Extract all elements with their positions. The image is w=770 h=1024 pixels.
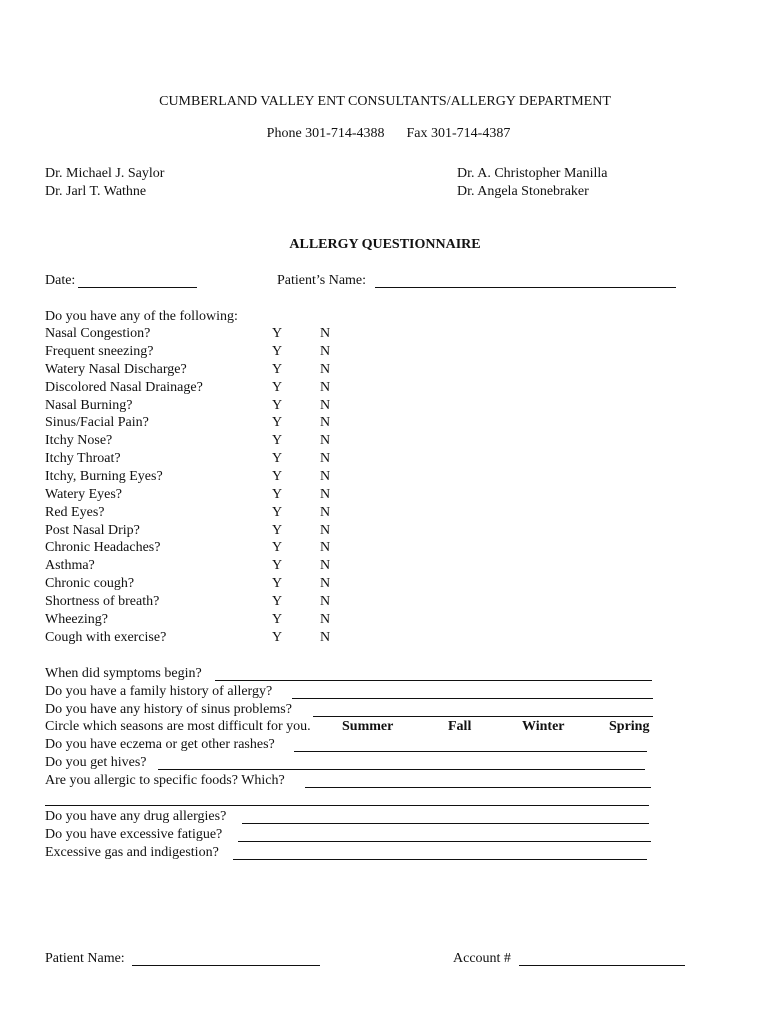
hives-field[interactable] [158,769,645,770]
symptom-question: Itchy, Burning Eyes? [45,469,163,484]
patient-name-field[interactable] [375,287,676,288]
eczema-field[interactable] [294,751,647,752]
fatigue-label: Do you have excessive fatigue? [45,827,223,842]
family-history-field[interactable] [292,698,653,699]
symptom-question: Chronic cough? [45,576,135,591]
yes-option[interactable]: Y [272,558,283,573]
season-summer[interactable]: Summer [342,719,394,734]
yes-option[interactable]: Y [272,540,283,555]
symptom-question: Chronic Headaches? [45,540,161,555]
foods-label: Are you allergic to specific foods? Which? [45,773,285,788]
yes-option[interactable]: Y [272,415,283,430]
yes-option[interactable]: Y [272,398,283,413]
yes-option[interactable]: Y [272,326,283,341]
symptom-question: Post Nasal Drip? [45,523,140,538]
foods-field-continued[interactable] [45,805,649,806]
no-option[interactable]: N [320,380,331,395]
footer-patient-name-label: Patient Name: [45,951,125,966]
footer-patient-name-field[interactable] [132,965,320,966]
sinus-history-label: Do you have any history of sinus problems? [45,702,292,717]
symptoms-begin-field[interactable] [215,680,652,681]
yes-option[interactable]: Y [272,451,283,466]
gas-label: Excessive gas and indigestion? [45,845,219,860]
yes-option[interactable]: Y [272,523,283,538]
season-spring[interactable]: Spring [609,719,650,734]
no-option[interactable]: N [320,415,331,430]
yes-option[interactable]: Y [272,344,283,359]
yes-option[interactable]: Y [272,576,283,591]
no-option[interactable]: N [320,523,331,538]
no-option[interactable]: N [320,469,331,484]
hives-label: Do you get hives? [45,755,147,770]
symptom-question: Itchy Nose? [45,433,113,448]
yes-option[interactable]: Y [272,380,283,395]
org-heading: CUMBERLAND VALLEY ENT CONSULTANTS/ALLERGY DEPARTMENT [159,94,611,109]
no-option[interactable]: N [320,576,331,591]
symptom-question: Discolored Nasal Drainage? [45,380,203,395]
phone-number: Phone 301-714-4388 [266,126,385,141]
symptom-question: Asthma? [45,558,95,573]
patient-name-label: Patient’s Name: [277,273,367,288]
symptoms-begin-label: When did symptoms begin? [45,666,202,681]
account-label: Account # [453,951,511,966]
account-field[interactable] [519,965,685,966]
contact-line [0,113,770,141]
symptoms-intro: Do you have any of the following: [45,309,238,324]
seasons-prompt: Circle which seasons are most difficult for you. [45,719,311,734]
no-option[interactable]: N [320,505,331,520]
yes-option[interactable]: Y [272,433,283,448]
date-label: Date: [45,273,76,288]
family-history-label: Do you have a family history of allergy? [45,684,273,699]
no-option[interactable]: N [320,326,331,341]
eczema-label: Do you have eczema or get other rashes? [45,737,275,752]
sinus-history-field[interactable] [313,716,653,717]
yes-option[interactable]: Y [272,469,283,484]
no-option[interactable]: N [320,344,331,359]
symptom-question: Shortness of breath? [45,594,160,609]
no-option[interactable]: N [320,630,331,645]
doctor-right-2: Dr. Angela Stonebraker [457,184,589,199]
symptom-question: Itchy Throat? [45,451,121,466]
symptom-question: Frequent sneezing? [45,344,154,359]
yes-option[interactable]: Y [272,505,283,520]
season-winter[interactable]: Winter [522,719,565,734]
foods-field[interactable] [305,787,651,788]
yes-option[interactable]: Y [272,362,283,377]
no-option[interactable]: N [320,362,331,377]
doctor-left-1: Dr. Michael J. Saylor [45,166,165,181]
no-option[interactable]: N [320,398,331,413]
symptom-question: Watery Nasal Discharge? [45,362,187,377]
no-option[interactable]: N [320,558,331,573]
doctor-right-1: Dr. A. Christopher Manilla [457,166,608,181]
yes-option[interactable]: Y [272,487,283,502]
symptom-question: Nasal Burning? [45,398,133,413]
yes-option[interactable]: Y [272,594,283,609]
no-option[interactable]: N [320,451,331,466]
season-fall[interactable]: Fall [448,719,472,734]
no-option[interactable]: N [320,612,331,627]
symptom-question: Watery Eyes? [45,487,122,502]
yes-option[interactable]: Y [272,630,283,645]
no-option[interactable]: N [320,487,331,502]
fax-number: Fax 301-714-4387 [406,126,511,141]
drug-allergies-label: Do you have any drug allergies? [45,809,227,824]
no-option[interactable]: N [320,540,331,555]
fatigue-field[interactable] [238,841,651,842]
page-title: ALLERGY QUESTIONNAIRE [289,237,481,252]
gas-field[interactable] [233,859,647,860]
no-option[interactable]: N [320,594,331,609]
symptom-question: Nasal Congestion? [45,326,151,341]
symptom-question: Wheezing? [45,612,108,627]
yes-option[interactable]: Y [272,612,283,627]
doctor-left-2: Dr. Jarl T. Wathne [45,184,147,199]
drug-allergies-field[interactable] [242,823,649,824]
no-option[interactable]: N [320,433,331,448]
symptom-question: Cough with exercise? [45,630,167,645]
symptom-question: Sinus/Facial Pain? [45,415,149,430]
date-field[interactable] [78,287,197,288]
symptom-question: Red Eyes? [45,505,105,520]
